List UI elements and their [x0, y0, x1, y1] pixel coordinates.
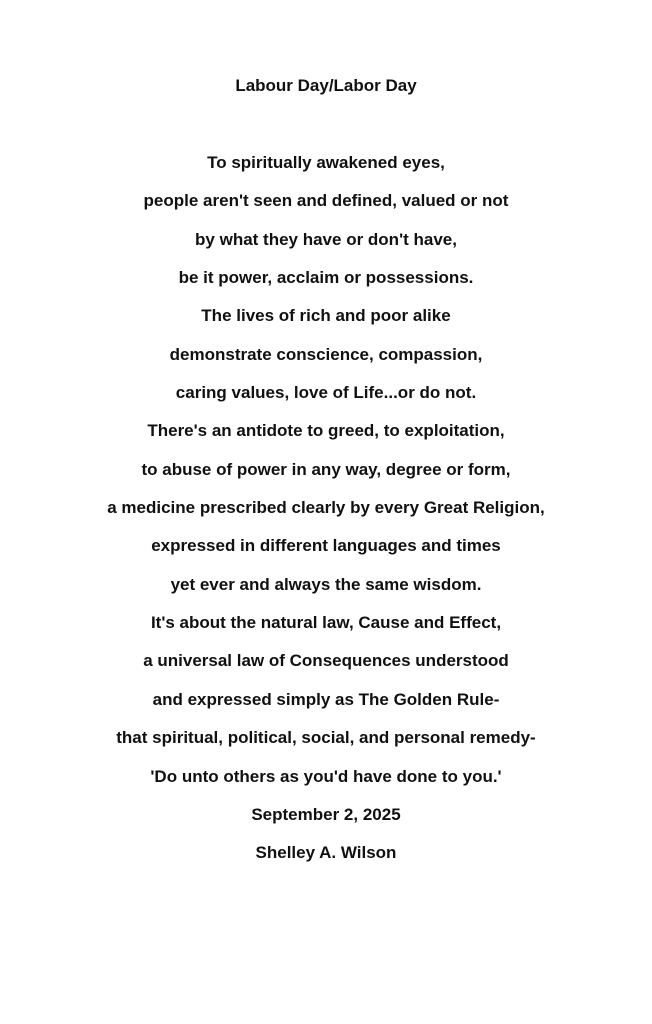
poem-line: that spiritual, political, social, and personal remedy- [116, 728, 536, 748]
poem-line: There's an antidote to greed, to exploitation, [147, 421, 505, 441]
poem-author: Shelley A. Wilson [255, 843, 397, 863]
poem-line: people aren't seen and defined, valued or not [143, 191, 509, 211]
poem-line: a medicine prescribed clearly by every Great Religion, [107, 498, 545, 518]
poem-line: yet ever and always the same wisdom. [170, 574, 482, 594]
poem-line: To spiritually awakened eyes, [207, 153, 445, 172]
poem-line: expressed in different languages and times [151, 536, 501, 556]
poem-body [0, 152, 652, 881]
poem-title: Labour Day/Labor Day [235, 76, 417, 95]
poem-line: by what they have or don't have, [195, 229, 457, 249]
poem-line: 'Do unto others as you'd have done to you.' [150, 766, 502, 786]
poem-date: September 2, 2025 [251, 804, 401, 824]
poem-line: It's about the natural law, Cause and Effect, [150, 613, 502, 633]
poem-line: to abuse of power in any way, degree or form, [141, 459, 511, 479]
poem-line: caring values, love of Life...or do not. [175, 383, 477, 403]
poem-line: The lives of rich and poor alike [201, 306, 451, 326]
poem-line: demonstrate conscience, compassion, [169, 344, 483, 364]
poem-line: a universal law of Consequences understood [143, 651, 509, 671]
poem-line: be it power, acclaim or possessions. [178, 268, 474, 288]
poem-line: and expressed simply as The Golden Rule- [152, 689, 500, 709]
